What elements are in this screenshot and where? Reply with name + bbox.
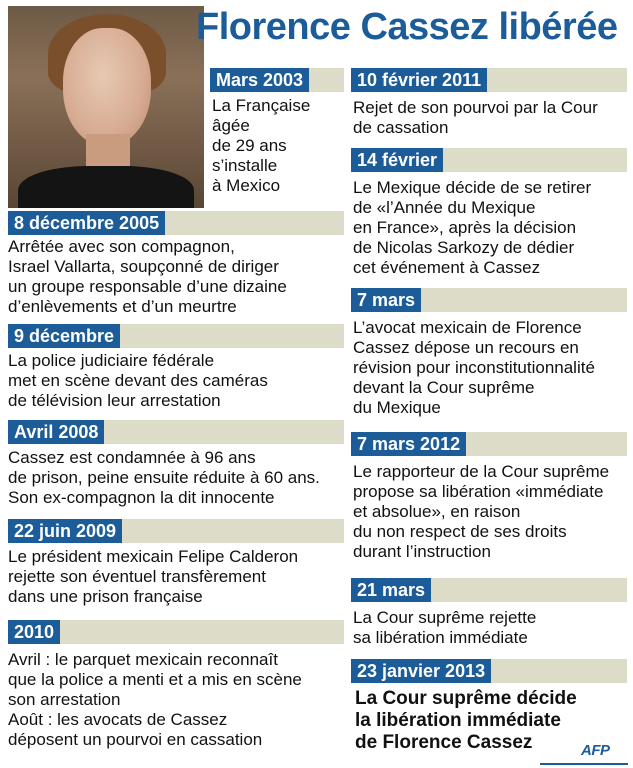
page-title: Florence Cassez libérée: [196, 6, 618, 48]
event-text-highlight: La Cour suprême décide la libération immédiate de Florence Cassez: [355, 688, 577, 753]
portrait-photo: [8, 6, 204, 208]
event-text: La Cour suprême rejette sa libération immédiate: [353, 608, 537, 647]
date-label: 7 mars 2012: [351, 432, 466, 456]
event-text: L’avocat mexicain de Florence Cassez dépose un recours en révision pour inconstitutionnalité devant la Cour suprême du Mexique: [353, 318, 595, 417]
date-label: 14 février: [351, 148, 443, 172]
event-text: Le président mexicain Felipe Calderon rejette son éventuel transfèrement dans une prison française: [8, 547, 299, 606]
event-text: Arrêtée avec son compagnon, Israel Vallarta, soupçonné de diriger un groupe responsable d’une dizaine d’enlèvements et d’un meurtre: [8, 237, 287, 316]
event-text: La police judiciaire fédérale met en scène devant des caméras de télévision leur arrestation: [8, 351, 268, 410]
photo-clothing: [18, 166, 194, 208]
date-label: Avril 2008: [8, 420, 104, 444]
event-text: Cassez est condamnée à 96 ans de prison, peine ensuite réduite à 60 ans. Son ex-compagnon la dit innocente: [8, 448, 320, 507]
afp-logo: AFP: [581, 742, 610, 759]
date-label: Mars 2003: [210, 68, 309, 92]
event-text: Rejet de son pourvoi par la Cour de cassation: [353, 98, 598, 137]
date-label: 2010: [8, 620, 60, 644]
date-label: 8 décembre 2005: [8, 211, 165, 235]
event-text: Avril : le parquet mexicain reconnaît que la police a menti et a mis en scène son arrestation Août : les avocats de Cassez déposent un pourvoi en cassation: [8, 650, 302, 749]
date-label: 22 juin 2009: [8, 519, 122, 543]
date-label: 10 février 2011: [351, 68, 487, 92]
date-label: 21 mars: [351, 578, 431, 602]
event-text: Le rapporteur de la Cour suprême propose sa libération «immédiate et absolue», en raison du non respect de ses droits durant l’instruction: [353, 462, 610, 561]
event-text: La Française âgée de 29 ans s’installe à Mexico: [212, 96, 311, 195]
date-label: 9 décembre: [8, 324, 120, 348]
date-label: 7 mars: [351, 288, 421, 312]
event-text: Le Mexique décide de se retirer de «l’Année du Mexique en France», après la décision de Nicolas Sarkozy de dédier cet événement à Cassez: [353, 178, 592, 277]
date-label: 23 janvier 2013: [351, 659, 491, 683]
photo-face: [63, 28, 151, 146]
